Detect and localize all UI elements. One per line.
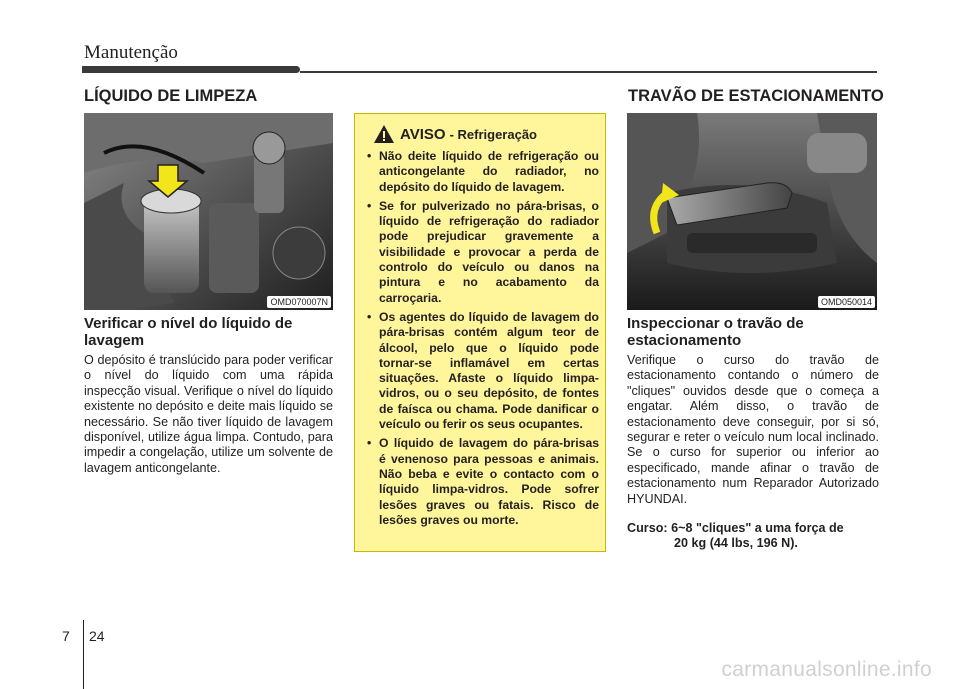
header-rule-thick	[82, 66, 300, 73]
spec-line-1: 6~8 "cliques" a uma força de	[671, 521, 844, 535]
warning-item: • O líquido de lavagem do pára-brisas é venenoso para pessoas e animais. Não beba e evite o contacto com o líquido limpa-vidros. Pode sofrer lesões graves ou fatais. Risco de lesões graves ou morte.	[365, 436, 599, 528]
warning-title: AVISO	[400, 125, 446, 143]
parking-brake-lever-illustration	[627, 113, 877, 310]
washer-reservoir-photo-icon	[84, 113, 333, 310]
warning-item: • Os agentes do líquido de lavagem do pára-brisas contém algum teor de álcool, pelo que o líquido pode tornar-se inflamável em certas situações. Afaste o líquido limpa-vidros, ou o seu depósito, de fontes de faísca ou chama. Pode danificar o veículo ou ferir os seus ocupantes.	[365, 310, 599, 432]
photo-code-label: OMD050014	[818, 296, 875, 308]
parking-brake-photo-icon	[627, 113, 877, 310]
warning-item: • Não deite líquido de refrigeração ou anticongelante do radiador, no depósito do líquido de lavagem.	[365, 149, 599, 195]
section-title-washer-fluid: LÍQUIDO DE LIMPEZA	[84, 87, 258, 105]
body-parking-brake: Verifique o curso do travão de estacionamento contando o número de "cliques" ouvidos desde que o começa a engatar. Além disso, o travão de estacionamento deve conseguir, por si só, segurar e reter o veículo num local inclinado. Se o curso for superior ou inferior ao especificado, mande afinar o travão de estacionamento num Reparador Autorizado HYUNDAI.	[627, 353, 879, 506]
spec-label: Curso:	[627, 521, 668, 535]
warning-subtitle: - Refrigeração	[449, 126, 537, 142]
footer-divider	[83, 620, 84, 689]
section-title-parking-brake: TRAVÃO DE ESTACIONAMENTO	[628, 87, 884, 105]
parking-brake-spec	[627, 521, 879, 552]
subhead-inspect-parking-brake: Inspeccionar o travão de estacionamento	[627, 315, 804, 349]
warning-box	[354, 113, 606, 552]
warning-header	[373, 124, 537, 144]
page-number: 24	[89, 628, 105, 644]
subhead-check-washer-level: Verificar o nível do líquido de lavagem	[84, 315, 293, 349]
photo-code-label: OMD070007N	[267, 296, 331, 308]
warning-list	[365, 149, 599, 532]
chapter-number: 7	[62, 628, 70, 644]
body-washer-fluid: O depósito é translúcido para poder verificar o nível do líquido com uma rápida inspecção visual. Verifique o nível do líquido existente no depósito e deite mais líquido se necessário. Se não tiver líquido de lavagem disponível, utilize água limpa. Contudo, para impedir a congelação, utilize um solvente de lavagem anticongelante.	[84, 353, 333, 475]
warning-triangle-icon	[373, 124, 395, 144]
header-rule-thin	[300, 71, 877, 73]
warning-item: • Se for pulverizado no pára-brisas, o líquido de refrigeração do radiador pode prejudicar gravemente a visibilidade e provocar a perda de controlo do veículo ou danos na pintura e no acabamento da carroçaria.	[365, 199, 599, 306]
watermark: carmanualsonline.info	[721, 658, 932, 681]
spec-line-2: 20 kg (44 lbs, 196 N).	[674, 536, 798, 551]
engine-bay-washer-reservoir-illustration	[84, 113, 333, 310]
header-title: Manutenção	[84, 42, 178, 63]
